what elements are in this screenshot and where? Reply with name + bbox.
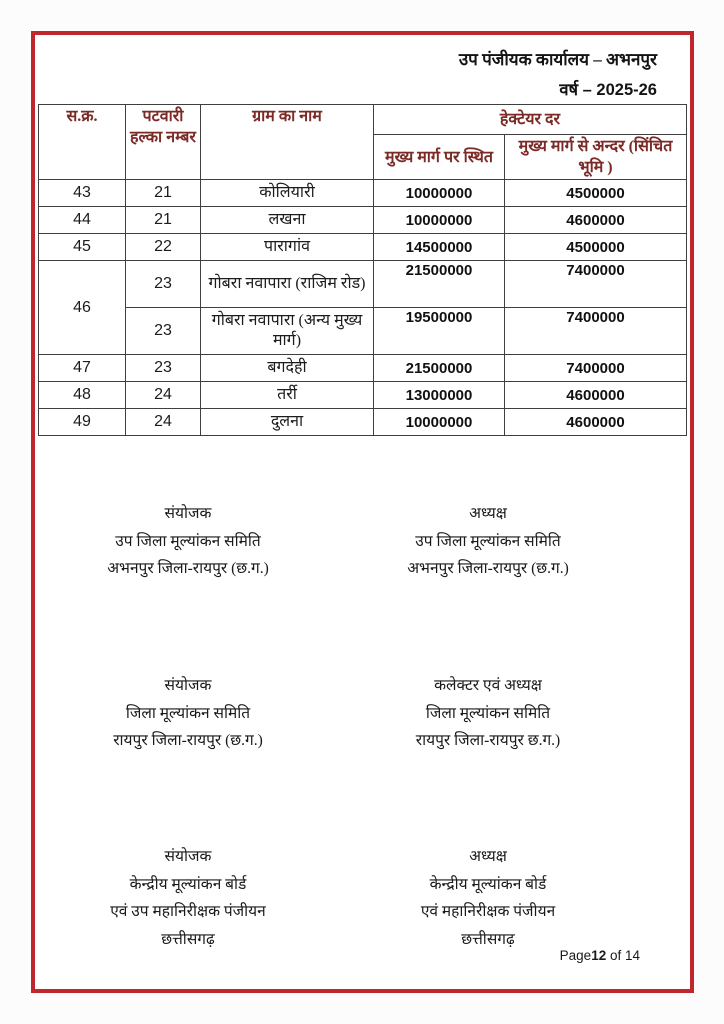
rate-inner-cell: 4600000	[505, 382, 687, 409]
halka-cell: 23	[126, 261, 201, 308]
rate-main-cell: 10000000	[374, 409, 505, 436]
rate-main-cell: 10000000	[374, 180, 505, 207]
signature-convener-sub-district	[38, 500, 338, 583]
signature-line: अभनपुर जिला-रायपुर (छ.ग.)	[107, 560, 269, 577]
rate-main-cell: 21500000	[374, 261, 505, 308]
page-label: Page	[559, 948, 592, 963]
col-header-village: ग्राम का नाम	[201, 105, 374, 180]
halka-cell: 23	[126, 308, 201, 355]
halka-cell: 24	[126, 382, 201, 409]
signature-line: संयोजक	[164, 848, 212, 865]
halka-cell: 22	[126, 234, 201, 261]
signature-line: रायपुर जिला-रायपुर (छ.ग.)	[113, 732, 263, 749]
signature-line: एवं उप महानिरीक्षक पंजीयन	[110, 903, 266, 920]
signature-line: छत्तीसगढ़	[461, 930, 515, 948]
office-title: उप पंजीयक कार्यालय – अभनपुर	[458, 50, 657, 69]
signature-block-central-board	[38, 843, 638, 953]
village-cell: गोबरा नवापारा (राजिम रोड)	[201, 261, 374, 308]
signature-block-district	[38, 672, 638, 755]
table-row	[39, 409, 687, 436]
village-cell: पारागांव	[201, 234, 374, 261]
village-cell: कोलियारी	[201, 180, 374, 207]
rate-inner-cell: 7400000	[505, 308, 687, 355]
signature-line: केन्द्रीय मूल्यांकन बोर्ड	[429, 875, 547, 893]
signature-line: केन्द्रीय मूल्यांकन बोर्ड	[129, 875, 247, 893]
rate-main-cell: 21500000	[374, 355, 505, 382]
table-row	[39, 308, 687, 355]
halka-cell: 21	[126, 180, 201, 207]
village-cell: लखना	[201, 207, 374, 234]
serial-cell: 47	[39, 355, 126, 382]
signature-convener-central-board	[38, 843, 338, 953]
rate-main-cell: 10000000	[374, 207, 505, 234]
page-total: of 14	[606, 948, 640, 963]
rate-inner-cell: 4600000	[505, 207, 687, 234]
signature-line: जिला मूल्यांकन समिति	[425, 704, 551, 722]
col-header-patwari-halka: पटवारी हल्का नम्बर	[126, 105, 201, 180]
table-row	[39, 261, 687, 308]
col-header-rate-main-road: मुख्य मार्ग पर स्थित	[374, 135, 505, 180]
signature-line: अभनपुर जिला-रायपुर (छ.ग.)	[407, 560, 569, 577]
halka-cell: 24	[126, 409, 201, 436]
rate-inner-cell: 4500000	[505, 180, 687, 207]
village-cell: तर्री	[201, 382, 374, 409]
signature-line: संयोजक	[164, 505, 212, 522]
signature-collector-chairman	[338, 672, 638, 755]
col-header-rate-inner: मुख्य मार्ग से अन्दर (सिंचित भूमि )	[505, 135, 687, 180]
village-cell: गोबरा नवापारा (अन्य मुख्य मार्ग)	[201, 308, 374, 355]
halka-cell: 21	[126, 207, 201, 234]
halka-cell: 23	[126, 355, 201, 382]
rate-main-cell: 13000000	[374, 382, 505, 409]
serial-cell: 44	[39, 207, 126, 234]
rate-inner-cell: 7400000	[505, 261, 687, 308]
rate-inner-cell: 7400000	[505, 355, 687, 382]
table-row	[39, 180, 687, 207]
serial-cell-merged: 46	[39, 261, 126, 355]
signature-chairman-central-board	[338, 843, 638, 953]
page-number-footer	[560, 948, 640, 963]
signature-block-district-sub	[38, 500, 638, 583]
signature-line: अध्यक्ष	[469, 848, 507, 865]
col-header-rate-group: हेक्टेयर दर	[374, 105, 687, 135]
rate-inner-cell: 4600000	[505, 409, 687, 436]
rate-main-cell: 19500000	[374, 308, 505, 355]
page-number: 12	[591, 948, 607, 963]
signature-line: उप जिला मूल्यांकन समिति	[415, 532, 561, 550]
rate-main-cell: 14500000	[374, 234, 505, 261]
signature-line: उप जिला मूल्यांकन समिति	[115, 532, 261, 550]
signature-line: अध्यक्ष	[469, 505, 507, 522]
document-header	[459, 44, 657, 106]
signature-line: संयोजक	[164, 677, 212, 694]
table-row	[39, 355, 687, 382]
table-row	[39, 234, 687, 261]
col-header-serial: स.क्र.	[39, 105, 126, 180]
signature-line: रायपुर जिला-रायपुर छ.ग.)	[415, 732, 561, 749]
signature-line: छत्तीसगढ़	[161, 930, 215, 948]
signature-convener-district	[38, 672, 338, 755]
signature-chairman-sub-district	[338, 500, 638, 583]
village-cell: दुलना	[201, 409, 374, 436]
village-cell: बगदेही	[201, 355, 374, 382]
signature-line: कलेक्टर एवं अध्यक्ष	[434, 677, 542, 694]
serial-cell: 48	[39, 382, 126, 409]
signature-line: एवं महानिरीक्षक पंजीयन	[420, 903, 556, 920]
serial-cell: 49	[39, 409, 126, 436]
serial-cell: 45	[39, 234, 126, 261]
signature-line: जिला मूल्यांकन समिति	[125, 704, 251, 722]
hectare-rate-table	[38, 104, 687, 436]
year-label: वर्ष – 2025-26	[559, 81, 657, 99]
serial-cell: 43	[39, 180, 126, 207]
rate-inner-cell: 4500000	[505, 234, 687, 261]
table-row	[39, 382, 687, 409]
table-row	[39, 207, 687, 234]
